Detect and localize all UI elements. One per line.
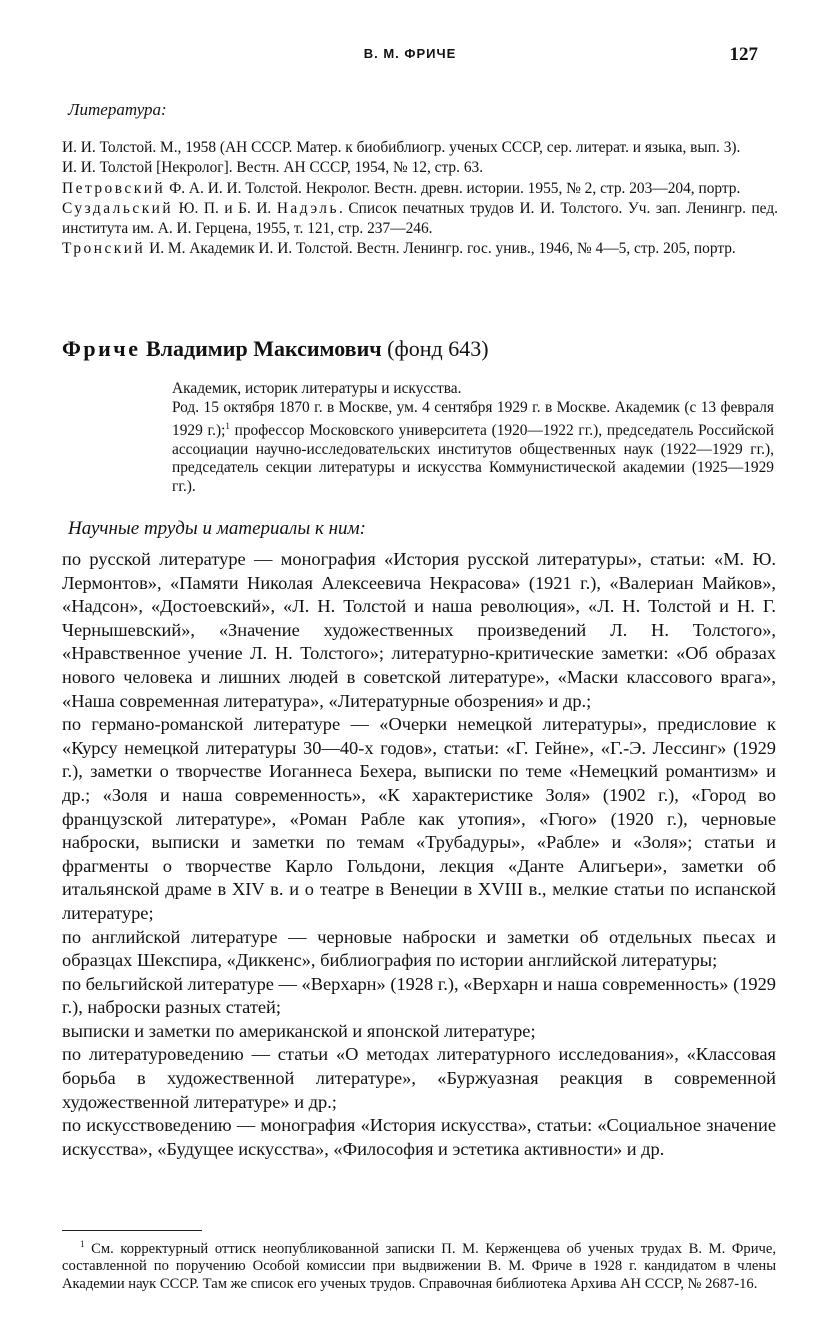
section-title xyxy=(62,336,489,362)
literature-entry xyxy=(62,158,778,178)
literature-entry xyxy=(62,138,778,158)
works-paragraph: выписки и заметки по американской и японской литературе; xyxy=(62,1020,536,1041)
entry-text: Ю. П. и Б. И. xyxy=(173,199,277,217)
fond-number: (фонд 643) xyxy=(381,336,489,361)
bio-summary: Академик, историк литературы и искусства. xyxy=(172,380,462,397)
literature-entry xyxy=(62,239,778,259)
literature-list xyxy=(62,138,778,260)
entry-author-2: Надэль xyxy=(276,199,339,217)
works-paragraph: по английской литературе — черновые наброски и заметки об отдельных пьесах и образцах Шекспира, «Диккенс», библиография по истории английской литературы; xyxy=(62,926,776,971)
literature-heading: Литература: xyxy=(68,100,167,119)
works-paragraph: по германо-романской литературе — «Очерки немецкой литературы», предисловие к «Курсу немецкой литературы 30—40-х годов», статьи: «Г. Гейне», «Г.-Э. Лессинг» (1929 г.), заметки о творчестве Иоганнеса Бехера, выписки по теме «Немецкий романтизм» и др.; «Золя и наша современность», «К характеристике Золя» (1902 г.), «Город во французской литературе», «Роман Рабле как утопия», «Гюго» (1920 г.), черновые наброски, выписки и заметки по темам «Трубадуры», «Рабле» и «Золя»; статьи и фрагменты о творчестве Карло Гольдони, лекция «Данте Алигьери», заметки об итальянской драме в XIV в. и о театре в Венеции в XVIII в., мелкие статьи по испанской литературе; xyxy=(62,714,776,923)
bio-text-b: профессор Московского университета (1920—1922 гг.), председатель Российской ассоциации научно-исследовательских институтов общественных наук (1922—1929 гг.), председатель секции литературы и искусства Коммунистической академии (1925—1929 гг.). xyxy=(172,422,774,495)
entry-text: И. И. Толстой [Некролог]. Вестн. АН СССР, 1954, № 12, стр. 63. xyxy=(62,159,484,177)
footnote xyxy=(62,1236,776,1293)
person-surname: Фриче xyxy=(62,336,141,361)
footnote-divider xyxy=(62,1230,202,1231)
works-heading: Научные труды и материалы к ним: xyxy=(68,518,366,539)
running-header: В. М. ФРИЧЕ xyxy=(363,46,457,61)
literature-entry xyxy=(62,199,778,240)
footnote-mark: 1 xyxy=(80,1239,85,1249)
works-list xyxy=(62,548,776,1161)
entry-text: Ф. А. И. И. Толстой. Некролог. Вестн. древн. истории. 1955, № 2, стр. 203—204, портр. xyxy=(165,179,741,197)
entry-author: Тронский xyxy=(62,240,146,258)
entry-text: И. М. Академик И. И. Толстой. Вестн. Ленингр. гос. унив., 1946, № 4—5, стр. 205, портр. xyxy=(145,240,736,258)
entry-text-2: . Список печатных трудов И. И. Толстого. Уч. зап. Ленингр. пед. института им. А. И. Герцена, 1955, т. 121, стр. 237—246. xyxy=(62,199,778,238)
footnote-text xyxy=(62,1236,776,1293)
works-paragraph: по бельгийской литературе — «Верхарн» (1928 г.), «Верхарн и наша современность» (1929 г.), наброски разных статей; xyxy=(62,973,776,1018)
works-paragraph: по русской литературе — монография «История русской литературы», статьи: «М. Ю. Лермонтов», «Памяти Николая Алексеевича Некрасова» (1921 г.), «Валериан Майков», «Надсон», «Достоевский», «Л. Н. Толстой и наша революция», «Л. Н. Толстой и Н. Г. Чернышевский», «Значение художественных произведений Л. Н. Толстого», «Нравственное учение Л. Н. Толстого»; литературно-критические заметки: «Об образах нового человека и лишних людей в советской литературе», «Маски классового врага», «Наша современная литература», «Литературные обозрения» и др.; xyxy=(62,549,776,711)
bio-text-a: Род. 15 октября 1870 г. в Москве, ум. 4 сентября 1929 г. в Москве. Академик (с 13 февраля 1929 г.); xyxy=(172,398,774,440)
bio-details xyxy=(172,399,774,497)
person-name: Владимир Максимович xyxy=(140,336,382,361)
entry-text: И. И. Толстой. М., 1958 (АН СССР. Матер. к биобиблиогр. ученых СССР, сер. литерат. и языка, вып. 3). xyxy=(62,139,741,156)
works-paragraph: по искусствоведению — монография «История искусства», статьи: «Социальное значение искусства», «Будущее искусства», «Философия и эстетика активности» и др. xyxy=(62,1115,776,1159)
page-number: 127 xyxy=(729,44,758,65)
entry-author: Суздальский xyxy=(62,199,174,217)
footnote-ref: 1 xyxy=(225,421,230,431)
entry-author: Петровский xyxy=(62,179,166,197)
footnote-body: См. корректурный оттиск неопубликованной записки П. М. Керженцева об ученых трудах В. М. Фриче, составленной по поручению Особой комиссии при выдвижении В. М. Фриче в 1928 г. кандидатом в члены Академии наук СССР. Там же список его ученых трудов. Справочная библиотека Архива АН СССР, № 2687-16. xyxy=(62,1240,776,1292)
works-paragraph: по литературоведению — статьи «О методах литературного исследования», «Классовая борьба в художественной литературе», «Буржуазная реакция в современной художественной литературе» и др.; xyxy=(62,1044,776,1112)
biography xyxy=(172,380,774,496)
literature-entry xyxy=(62,179,778,199)
